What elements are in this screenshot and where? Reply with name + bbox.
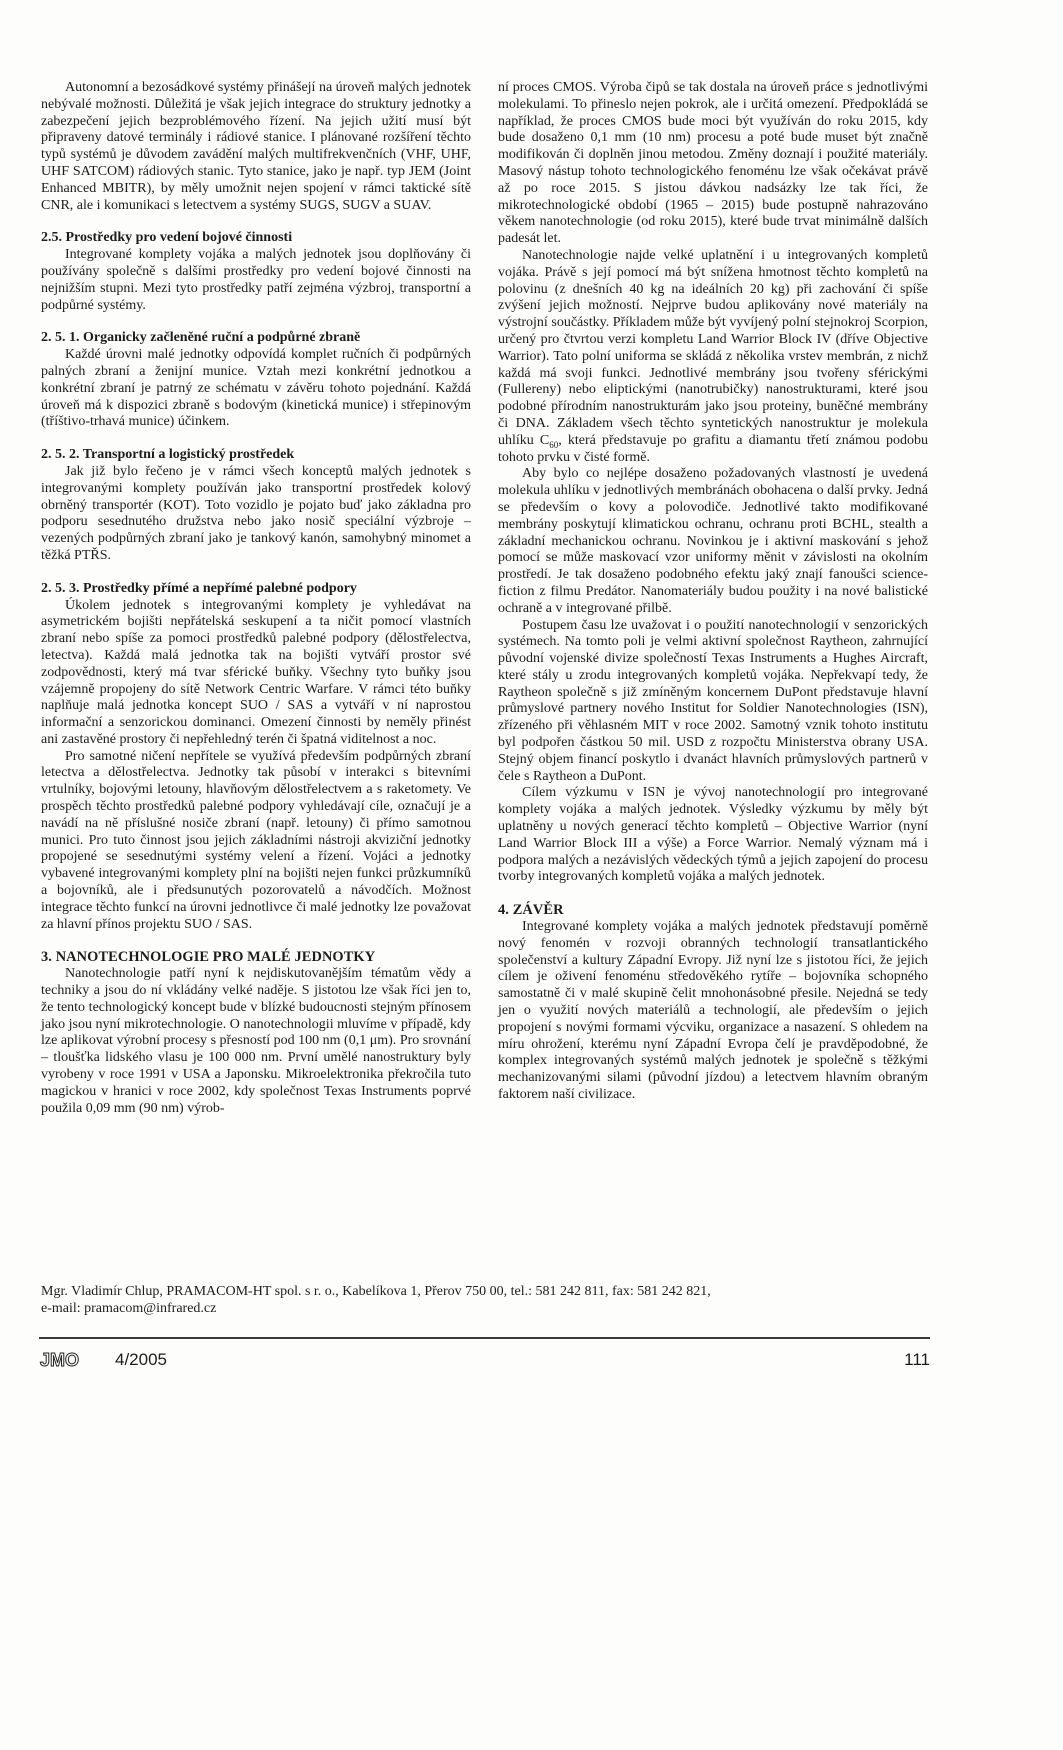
paragraph: Integrované komplety vojáka a malých jednotek představují poměrně nový fenomén v rozvoji obranných technologií transatlantického společenství a kultury Západní Evropy. Již nyní lze s jistotou říci, že jejich cílem je oživení fenoménu středověkého rytíře – bojovníka schopného samostatně či v malé skupině čelit mnohonásobné přesile. Nejedná se tedy jen o využití nových materiálů a technologií, ale především o jejich propojení s novými formami výcviku, organizace a nasazení. S ohledem na míru ohrožení, kterému nyní Západní Evropa čelí je pravděpodobné, že komplex integrovaných systémů malých jednotek je společně s těžkými mechanizovanými silami (původní jízdou) a letectvem hlavním obraným faktorem naší civilizace.	[498, 919, 928, 1103]
paragraph: Nanotechnologie patří nyní k nejdiskutovanějším tématům vědy a techniky a jsou do ní vkládány velké naděje. S jistotou lze však říci jen to, že tento technologický koncept bude v blízké budoucnosti stejným přínosem jako jsou nyní mikrotechnologie. O nanotechnologii mluvíme v případě, kdy lze aplikovat výrobní procesy s přesností pod 100 nm (0,1 μm). Pro srovnání – tloušťka lidského vlasu je 100 000 nm. První umělé nanostruktury byly vyrobeny v roce 1991 v USA a Japonsku. Mikroelektronika překročila tuto magickou v hranici v roce 2002, kdy společnost Texas Instruments poprvé použila 0,09 mm (90 nm) výrob-	[41, 966, 471, 1116]
logo-text: JMO	[40, 1350, 80, 1369]
paragraph-text: Nanotechnologie najde velké uplatnění i u integrovaných kompletů vojáka. Právě s její pomocí má být snížena hmotnost těchto kompletů na polovinu (z dnešních 40 kg na ideálních 20 kg) při zachování či spíše zvýšení jejich možností. Nejprve budou aplikovány nové materiály na výstrojní součástky. Příkladem může být vyvíjený polní stejnokroj Scorpion, určený pro čtvrtou verzi kompletu Land Warrior Block IV (dříve Objective Warrior). Tato polní uniforma se skládá z několika vrstev membrán, z nichž každá má svoji funkci. Jednotlivé membrány jsou tvořeny sférickými (Fullereny) nebo eliptickými (nanotrubičky) nanostrukturami, které jsou podobné přírodním nanostrukturám jako jsou proteiny, buněčné membrány či DNA. Základem všech těchto syntetických nanostruktur je molekula uhlíku C	[498, 247, 928, 448]
paragraph: ní proces CMOS. Výroba čipů se tak dostala na úroveň práce s jednotlivými molekulami. To přineslo nejen pokrok, ale i určitá omezení. Předpokládá se například, že proces CMOS bude moci být využíván do roku 2015, kdy bude dosaženo 0,1 mm (10 nm) procesu a poté bude muset být značně modifikován či doplněn jinou metodou. Změny doznají i použité materiály. Masový nástup tohoto technologického fenoménu lze však očekávat právě až po roce 2015. S jistou dávkou nadsázky lze tak říci, že mikrotechnologické období (1965 – 2015) bude postupně nahrazováno věkem nanotechnologie (od roku 2015), které bude trvat minimálně dalších padesát let.	[498, 80, 928, 247]
author-line: Mgr. Vladimír Chlup, PRAMACOM-HT spol. s r. o., Kabelíkova 1, Přerov 750 00, tel.: 581 242 811, fax: 581 242 821,	[41, 1284, 711, 1299]
footer-divider	[39, 1337, 930, 1339]
left-column	[41, 80, 471, 1117]
jmo-logo-icon	[39, 1349, 87, 1369]
section-heading: 3. NANOTECHNOLOGIE PRO MALÉ JEDNOTKY	[41, 949, 376, 966]
section-heading: 2.5. Prostředky pro vedení bojové činnosti	[41, 230, 293, 246]
section-heading: 2. 5. 1. Organicky začleněné ruční a podpůrné zbraně	[41, 330, 361, 346]
paragraph: Integrované komplety vojáka a malých jednotek jsou doplňovány či používány společně s dalšími prostředky pro vedení bojové činnosti na nejnižším stupni. Mezi tyto prostředky patří zejména výzbroj, transportní a podpůrné systémy.	[41, 247, 471, 313]
author-email: e-mail: pramacom@infrared.cz	[41, 1301, 217, 1316]
section-heading: 4. ZÁVĚR	[498, 902, 564, 919]
section-heading: 2. 5. 2. Transportní a logistický prostředek	[41, 447, 295, 463]
paragraph: Každé úrovni malé jednotky odpovídá komplet ručních či podpůrných palných zbraní a ženijní munice. Vztah mezi konkrétní jednotkou a konkrétní zbraní je patrný ze schématu v závěru tohoto pojednání. Každá úroveň má k dispozici zbraně s bodovým (kinetická munice) i střepinovým (tříštivo-trhavá munice) účinkem.	[41, 347, 471, 430]
paragraph	[498, 248, 928, 466]
paragraph: Pro samotné ničení nepřítele se využívá především podpůrných zbraní letectva a dělostřelectva. Jednotky tak působí v interakci s bitevními vrtulníky, bojovými letouny, hlavňovým dělostřelectvem a s raketomety. Ve prospěch těchto prostředků palebné podpory vyhledávají cíle, označují je a navádí na ně příslušné nosiče zbraní (např. letouny) či přímo samotnou munici. Pro tuto činnost jsou jejich základními nástroji akviziční jednotky propojené se sesednutými systémy velení a řízení. Vojáci a jednotky vybavené integrovanými komplety plní na bojišti nejen funkci průzkumníků a bojovníků, ale i předsunutých pozorovatelů a návodčích. Možnost integrace těchto funkcí na úrovni jednotlivce či malé jednotky lze považovat za hlavní přínos projektu SUO / SAS.	[41, 748, 471, 932]
paragraph: Postupem času lze uvažovat i o použití nanotechnologií v senzorických systémech. Na tomto poli je velmi aktivní společnost Raytheon, zahrnující původní vojenské divize společností Texas Instruments a Hughes Aircraft, které stály u zrodu integrovaných kompletů vojáka. Nepřekvapí tedy, že Raytheon společně s již zmíněným koncernem DuPont představuje hlavní průmyslové partnery nového Institut for Soldier Nanotechnologies (ISN), zřízeného při věhlasném MIT v roce 2002. Samotný vznik tohoto institutu byl podpořen částkou 50 mil. USD z rozpočtu Ministerstva obrany USA. Stejný objem financí poskytlo i dvanáct hlavních průmyslových partnerů v čele s Raytheon a DuPont.	[498, 617, 928, 784]
page-number: 111	[904, 1350, 930, 1369]
right-column	[498, 80, 928, 1104]
paragraph: Jak již bylo řečeno je v rámci všech konceptů malých jednotek s integrovanými komplety používán jako transportní prostředek kolový obrněný transportér (KOT). Toto vozidlo je pojato buď jako základna pro podporu sesednutého družstva nebo jako nosič speciální výzbroje – vezených podpůrných zbraní jako je tankový kanón, samohybný minomet a těžká PTŘS.	[41, 463, 471, 563]
subscript: 60	[549, 439, 559, 450]
paragraph: Cílem výzkumu v ISN je vývoj nanotechnologií pro integrované komplety vojáka a malých jednotek. Výsledky výzkumu by měly být uplatněny u nových generací těchto kompletů – Objective Warrior (nyní Land Warrior Block III a výše) a Force Warrior. Nemalý význam má i podpora malých a nezávislých vědeckých týmů a jejich zapojení do procesu tvorby integrovaných kompletů vojáka a malých jednotek.	[498, 785, 928, 885]
issue-number: 4/2005	[115, 1350, 167, 1369]
paragraph: Autonomní a bezosádkové systémy přinášejí na úroveň malých jednotek nebývalé možnosti. Důležitá je však jejich integrace do struktury jednotky a zabezpečení jejich bezproblémového řízení. Na jejich užití musí být připraveny datové terminály i rádiové stanice. I plánované rozšíření těchto typů systémů je důvodem zavádění malých multifrekvenčních (VHF, UHF, UHF SATCOM) rádiových stanic. Tyto stanice, jako je např. typ JEM (Joint Enhanced MBITR), by měly umožnit nejen spojení v rámci taktické sítě CNR, ale i komunikaci s letectvem a systémy SUGS, SUGV a SUAV.	[41, 80, 471, 213]
journal-logo	[39, 1349, 87, 1369]
section-heading: 2. 5. 3. Prostředky přímé a nepřímé palebné podpory	[41, 580, 357, 596]
page-footer	[39, 1349, 930, 1373]
author-info	[41, 1283, 941, 1317]
paragraph: Aby bylo co nejlépe dosaženo požadovaných vlastností je uvedená molekula uhlíku v jednotlivých membránách obohacena o další prvky. Jedná se především o kovy a polovodiče. Jednotlivé takto modifikované membrány poskytují klimatickou ochranu, ochranu proti BCHL, stealth a základní mechanickou ochranu. Novinkou je i aktivní maskování s jehož pomocí se může maskovací vzor uniformy měnit v závislosti na okolním prostředí. Je tak dosaženo podobného efektu jaký znají fanoušci science-fiction z filmu Predátor. Nanomateriály budou použity i na nové balistické ochraně a v integrované přilbě.	[498, 466, 928, 616]
paragraph-text: , která představuje po grafitu a diamantu třetí známou podobu tohoto prvku v čisté formě.	[498, 432, 928, 465]
paragraph: Úkolem jednotek s integrovanými komplety je vyhledávat na asymetrickém bojišti nepřátelská seskupení a ta ničit pomocí vlastních zbraní nebo spíše za pomoci prostředků palebné podpory (dělostřelectva, letectva). Každá malá jednotka tak na bojišti vytváří prostor své zodpovědnosti, který má tvar sférické buňky. Všechny tyto buňky jsou vzájemně propojeny do sítě Network Centric Warfare. V rámci této buňky naplňuje malá jednotka koncept SUO / SAS a vytváří v ní naprostou informační a senzorickou dominanci. Omezení činnosti by neměly přinést ani zastavěné prostory či nepřehledný terén či špatná viditelnost a noc.	[41, 597, 471, 747]
